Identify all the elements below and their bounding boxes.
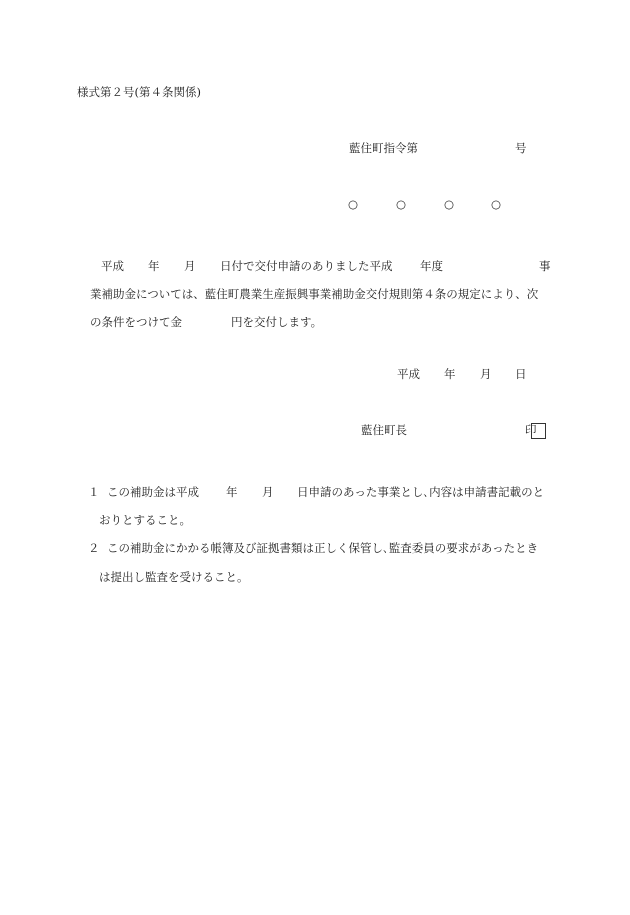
signer-title: 藍住町長: [361, 423, 407, 437]
condition-1-month: 月: [262, 485, 274, 499]
body-year: 年: [148, 259, 160, 273]
condition-2-line2: は提出し監査を受けること。: [99, 570, 249, 584]
seal-box: [531, 423, 546, 439]
condition-1-text-b: 日申請のあった事業とし､内容は申請書記載のと: [297, 485, 545, 499]
condition-2-text-a: この補助金にかかる帳簿及び証拠書類は正しく保管し､監査委員の要求があったとき: [107, 541, 539, 555]
body-line1-end: 事: [539, 259, 551, 273]
form-id: 様式第２号(第４条関係): [77, 85, 201, 99]
body-line2: 業補助金については、藍住町農業生産振興事業補助金交付規則第４条の規定により、次: [90, 287, 539, 301]
condition-1-number: １: [88, 485, 100, 499]
body-era: 平成: [101, 259, 124, 273]
body-line3-b: 円を交付します。: [231, 315, 323, 329]
body-fiscal-year: 年度: [420, 259, 443, 273]
addressee-circle: ○: [348, 197, 359, 211]
date-year: 年: [444, 367, 456, 381]
date-era: 平成: [397, 367, 420, 381]
condition-1-text-a: この補助金は平成: [107, 485, 199, 499]
body-month: 月: [184, 259, 196, 273]
addressee-circle: ○: [396, 197, 407, 211]
directive-prefix: 藍住町指令第: [349, 141, 418, 155]
condition-1-year: 年: [226, 485, 238, 499]
condition-1-line2: おりとすること。: [99, 513, 191, 527]
addressee-circle: ○: [491, 197, 502, 211]
date-month: 月: [480, 367, 492, 381]
condition-2-number: ２: [88, 541, 100, 555]
date-day: 日: [515, 367, 527, 381]
body-line3-a: の条件をつけて金: [90, 315, 182, 329]
addressee-circle: ○: [444, 197, 455, 211]
body-day-text: 日付で交付申請のありました平成: [220, 259, 393, 273]
directive-suffix: 号: [515, 141, 527, 155]
seal-label: 印: [525, 423, 537, 437]
